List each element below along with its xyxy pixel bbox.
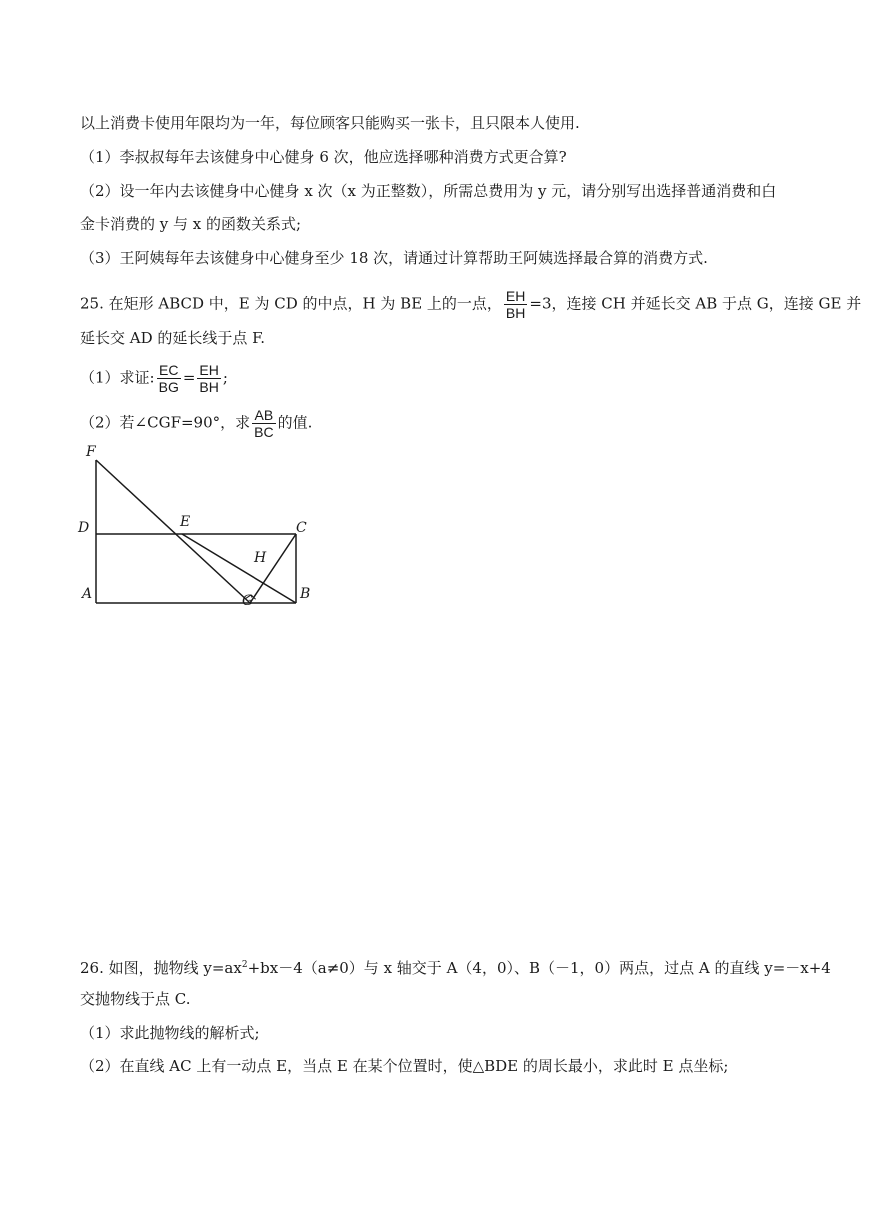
fraction-denominator: BG	[158, 379, 179, 395]
fraction-ec-bg	[157, 362, 181, 395]
segment-fg	[96, 460, 250, 603]
q25-part2-prefix: （2）若∠CGF=90°，求	[80, 413, 251, 432]
exponent: 2	[241, 960, 248, 970]
q24-part2-line2: 金卡消费的 y 与 x 的函数关系式;	[80, 215, 302, 233]
q25-line1-text-b: ，连接 CH 并延长交 AB 于点 G，连接 GE 并	[551, 294, 862, 313]
intro-text: 以上消费卡使用年限均为一年，每位顾客只能购买一张卡，且只限本人使用.	[80, 114, 580, 132]
q25-line1-text-a: 25. 在矩形 ABCD 中，E 为 CD 的中点，H 为 BE 上的一点，	[80, 294, 502, 313]
q24-part1: （1）李叔叔每年去该健身中心健身 6 次，他应选择哪种消费方式更合算?	[80, 148, 567, 166]
label-f: F	[86, 444, 96, 460]
label-h: H	[254, 550, 267, 566]
q25-part2-suffix: 的值.	[277, 413, 313, 432]
q25-ratio-value: =3	[529, 294, 552, 313]
fraction-denominator: BH	[505, 305, 526, 321]
fraction-numerator: EH	[199, 362, 219, 378]
fraction-denominator: BC	[254, 424, 274, 440]
geometry-figure	[74, 440, 324, 610]
label-d: D	[78, 520, 90, 536]
q25-line1	[80, 288, 861, 321]
q26-line2: 交抛物线于点 C.	[80, 990, 191, 1008]
q24-part2-line1: （2）设一年内去该健身中心健身 x 次（x 为正整数），所需总费用为 y 元，请分别写出选择普通消费和白	[80, 182, 777, 200]
q25-part2	[80, 407, 312, 440]
q26-line1-text-a: 26. 如图，抛物线 y=ax	[80, 959, 242, 977]
label-b: B	[300, 586, 311, 602]
q25-part1-suffix: ;	[222, 368, 228, 387]
segment-cg	[250, 534, 296, 603]
label-e: E	[180, 514, 191, 530]
label-c: C	[296, 520, 307, 536]
q24-part3: （3）王阿姨每年去该健身中心健身至少 18 次，请通过计算帮助王阿姨选择最合算的消费方式.	[80, 249, 708, 267]
label-g: G	[242, 593, 254, 609]
fraction-numerator: AB	[252, 407, 275, 424]
q25-part1	[80, 362, 228, 395]
q25-part1-prefix: （1）求证:	[80, 368, 155, 387]
q26-part1: （1）求此抛物线的解析式;	[80, 1024, 260, 1042]
fraction-ab-bc	[252, 407, 275, 440]
fraction-eh-bh	[197, 362, 220, 395]
q25-ratio-fraction	[504, 288, 527, 321]
q26-part2: （2）在直线 AC 上有一动点 E，当点 E 在某个位置时，使△BDE 的周长最小，求此时 E 点坐标;	[80, 1057, 729, 1075]
q25-line2: 延长交 AD 的延长线于点 F.	[80, 329, 266, 347]
fraction-numerator: EC	[157, 362, 181, 379]
q26-line1	[80, 954, 831, 979]
q26-line1-text-b: +bx－4（a≠0）与 x 轴交于 A（4，0）、B（－1，0）两点，过点 A 的直线 y=－x+4	[247, 959, 831, 977]
equals-sign: =	[182, 368, 196, 387]
fraction-denominator: BH	[199, 379, 219, 395]
fraction-numerator: EH	[505, 288, 526, 304]
label-a: A	[82, 586, 93, 602]
